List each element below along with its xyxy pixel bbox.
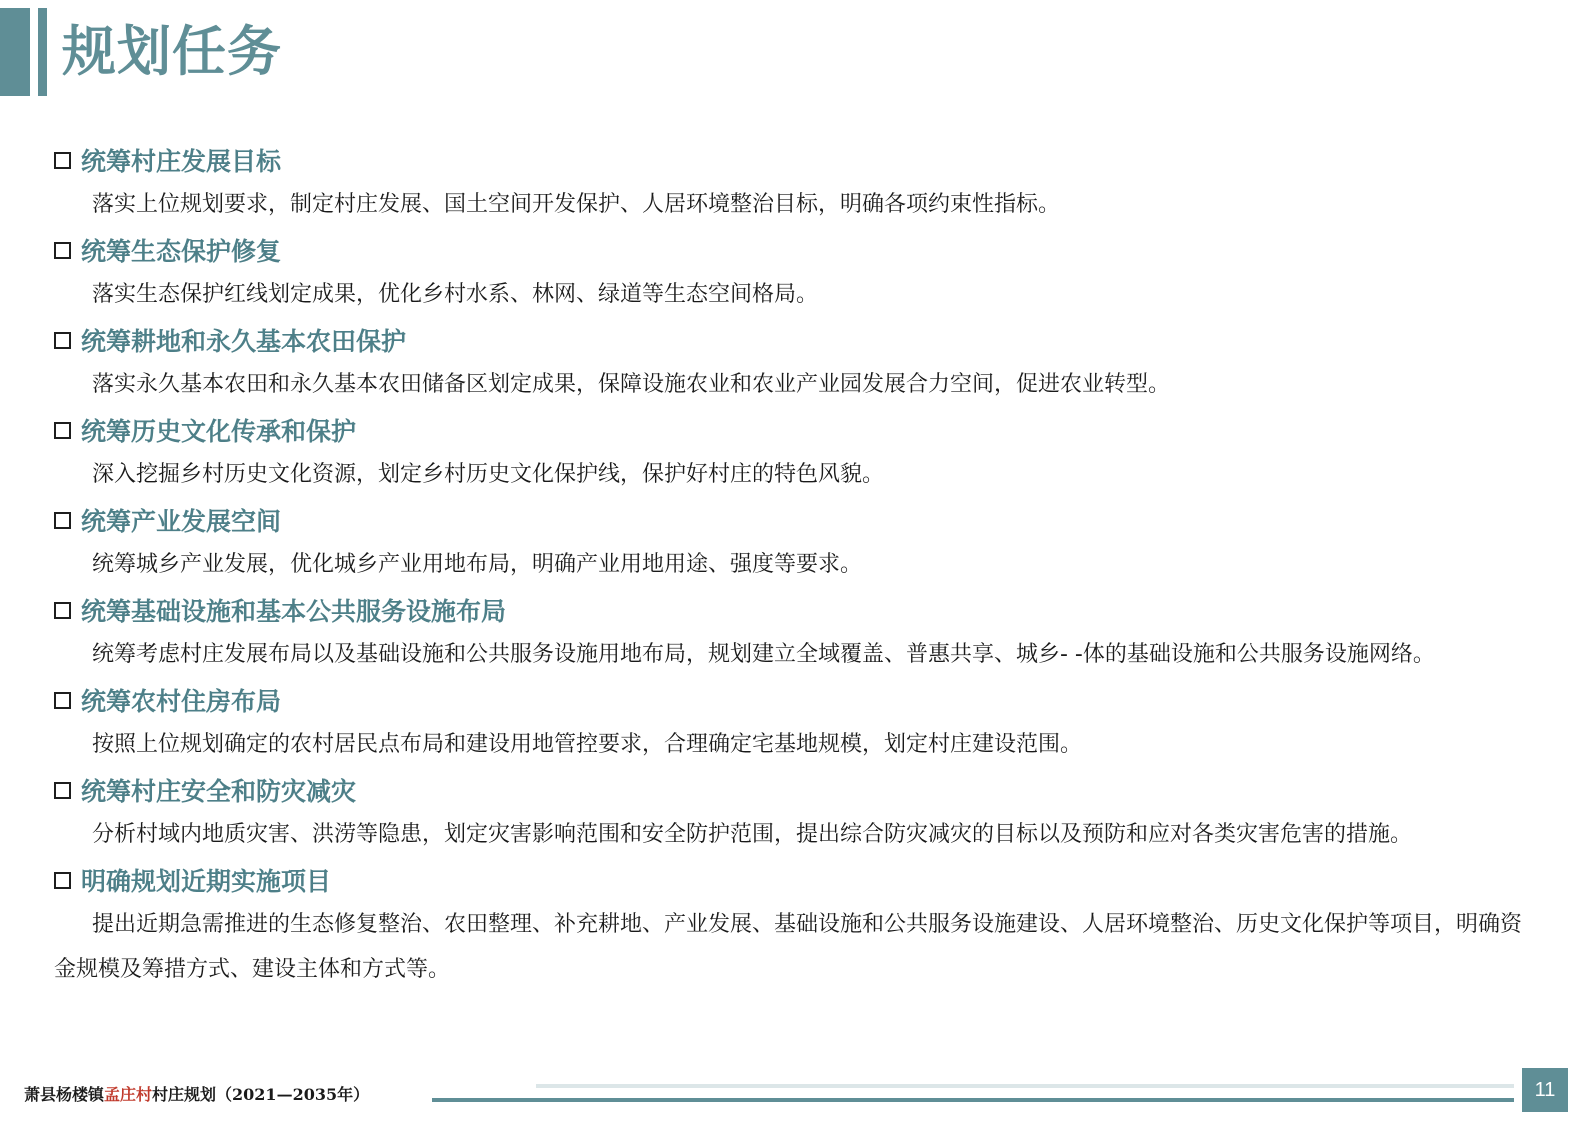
footer-divider-dark — [432, 1098, 1514, 1102]
checkbox-icon — [54, 152, 71, 169]
checkbox-icon — [54, 602, 71, 619]
footer-village-name: 孟庄村 — [104, 1085, 153, 1104]
checkbox-icon — [54, 782, 71, 799]
section-farmland-protection — [54, 318, 1522, 408]
section-body: 统筹考虑村庄发展布局以及基础设施和公共服务设施用地布局，规划建立全域覆盖、普惠共享、城乡- -体的基础设施和公共服务设施网络。 — [92, 642, 1435, 667]
section-heading — [54, 768, 1522, 812]
checkbox-icon — [54, 332, 71, 349]
section-heading — [54, 858, 1522, 902]
section-public-facilities — [54, 588, 1522, 678]
section-heading — [54, 408, 1522, 452]
checkbox-icon — [54, 242, 71, 259]
checkbox-icon — [54, 872, 71, 889]
section-heading — [54, 138, 1522, 182]
section-body: 落实上位规划要求，制定村庄发展、国土空间开发保护、人居环境整治目标，明确各项约束性指标。 — [92, 192, 1061, 217]
title-accent-bar-thin — [38, 8, 47, 96]
task-list — [54, 138, 1522, 992]
page-title: 规划任务 — [62, 20, 282, 83]
section-body: 落实永久基本农田和永久基本农田储备区划定成果，保障设施农业和农业产业园发展合力空间，促进农业转型。 — [92, 372, 1171, 397]
section-heading — [54, 318, 1522, 362]
section-heading-text: 明确规划近期实施项目 — [81, 867, 332, 896]
section-body: 统筹城乡产业发展，优化城乡产业用地布局，明确产业用地用途、强度等要求。 — [92, 552, 863, 577]
section-heading — [54, 588, 1522, 632]
page-number: 11 — [1522, 1068, 1568, 1112]
section-heading-text: 统筹基础设施和基本公共服务设施布局 — [81, 597, 507, 626]
section-body: 落实生态保护红线划定成果，优化乡村水系、林网、绿道等生态空间格局。 — [92, 282, 819, 307]
section-heading-text: 统筹耕地和永久基本农田保护 — [81, 327, 407, 356]
section-cultural-heritage — [54, 408, 1522, 498]
footer-document-title — [24, 1082, 369, 1105]
section-heading-text: 统筹农村住房布局 — [81, 687, 282, 716]
section-heading-text: 统筹产业发展空间 — [81, 507, 282, 536]
checkbox-icon — [54, 422, 71, 439]
section-village-development — [54, 138, 1522, 228]
section-heading — [54, 228, 1522, 272]
section-industry-space — [54, 498, 1522, 588]
section-disaster-prevention — [54, 768, 1522, 858]
section-near-term-projects — [54, 858, 1522, 992]
footer-prefix: 萧县杨楼镇 — [24, 1085, 105, 1104]
footer-suffix: 村庄规划（2021—2035年） — [152, 1085, 370, 1104]
section-heading — [54, 678, 1522, 722]
section-heading-text: 统筹历史文化传承和保护 — [81, 417, 357, 446]
checkbox-icon — [54, 692, 71, 709]
section-heading — [54, 498, 1522, 542]
section-rural-housing — [54, 678, 1522, 768]
footer-divider-light — [536, 1084, 1514, 1088]
section-ecological-protection — [54, 228, 1522, 318]
section-heading-text: 统筹生态保护修复 — [81, 237, 282, 266]
checkbox-icon — [54, 512, 71, 529]
section-heading-text: 统筹村庄发展目标 — [81, 147, 282, 176]
section-body: 按照上位规划确定的农村居民点布局和建设用地管控要求，合理确定宅基地规模，划定村庄建设范围。 — [92, 732, 1083, 757]
section-body: 分析村域内地质灾害、洪涝等隐患，划定灾害影响范围和安全防护范围，提出综合防灾减灾的目标以及预防和应对各类灾害危害的措施。 — [92, 822, 1413, 847]
section-body: 深入挖掘乡村历史文化资源，划定乡村历史文化保护线，保护好村庄的特色风貌。 — [92, 462, 885, 487]
section-body: 提出近期急需推进的生态修复整治、农田整理、补充耕地、产业发展、基础设施和公共服务设施建设、人居环境整治、历史文化保护等项目，明确资金规模及筹措方式、建设主体和方式等。 — [54, 912, 1523, 982]
section-heading-text: 统筹村庄安全和防灾减灾 — [81, 777, 357, 806]
title-accent-bar-wide — [0, 8, 30, 96]
